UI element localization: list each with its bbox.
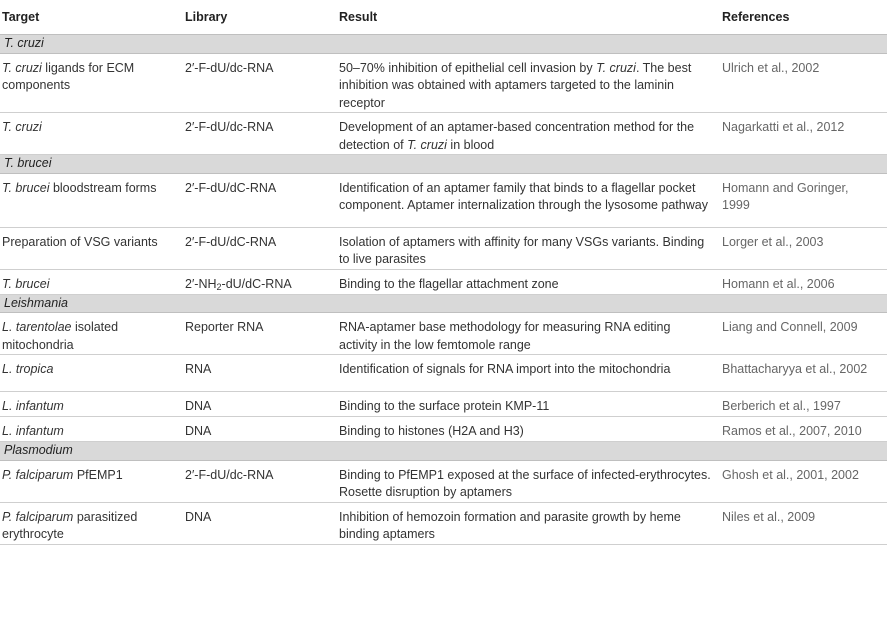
italic-text: T. cruzi <box>2 60 42 75</box>
library-cell: DNA <box>183 502 337 544</box>
section-row <box>0 294 887 313</box>
text: Binding to histones (H2A and H3) <box>339 424 524 438</box>
text: Identification of signals for RNA import into the mitochondria <box>339 362 671 376</box>
library-subscript: 2 <box>216 281 222 292</box>
reference-cell: Homann et al., 2006 <box>720 269 887 294</box>
text: isolated mitochondria <box>2 320 119 352</box>
table-row <box>0 113 887 155</box>
italic-text: L. tropica <box>2 362 54 376</box>
library-cell: Reporter RNA <box>183 313 337 355</box>
reference-cell: Nagarkatti et al., 2012 <box>720 113 887 155</box>
header-library: Library <box>183 0 337 35</box>
target-cell <box>0 502 183 544</box>
text: Identification of an aptamer family that binds to a flagellar pocket component. Aptamer internalization through the lysosome pathway <box>339 180 708 212</box>
reference-cell: Liang and Connell, 2009 <box>720 313 887 355</box>
library-cell: 2′-F-dU/dC-RNA <box>183 227 337 269</box>
section-row <box>0 442 887 461</box>
section-row <box>0 35 887 54</box>
table-row <box>0 460 887 502</box>
italic-text: L. infantum <box>2 399 64 413</box>
italic-text: T. brucei <box>2 180 50 195</box>
result-cell <box>337 173 720 227</box>
reference-cell: Ulrich et al., 2002 <box>720 53 887 113</box>
target-cell <box>0 53 183 113</box>
table-row <box>0 502 887 544</box>
table-row <box>0 53 887 113</box>
table-body <box>0 35 887 545</box>
section-title: Plasmodium <box>0 442 887 461</box>
result-cell <box>337 355 720 392</box>
reference-cell: Homann and Goringer, 1999 <box>720 173 887 227</box>
text: Binding to PfEMP1 exposed at the surface of infected-erythrocytes. Rosette disruption by aptamers <box>339 467 711 499</box>
result-cell <box>337 502 720 544</box>
target-cell <box>0 113 183 155</box>
target-cell <box>0 355 183 392</box>
italic-text: L. tarentolae <box>2 320 72 334</box>
header-target: Target <box>0 0 183 35</box>
result-cell <box>337 313 720 355</box>
library-cell: 2′-F-dU/dc-RNA <box>183 53 337 113</box>
text: RNA-aptamer base methodology for measuring RNA editing activity in the low femtomole range <box>339 320 671 352</box>
result-cell <box>337 227 720 269</box>
section-title: T. cruzi <box>0 35 887 54</box>
text: Preparation of VSG variants <box>2 234 158 249</box>
italic-text: T. cruzi <box>2 120 42 134</box>
italic-text: P. falciparum <box>2 467 74 482</box>
target-cell <box>0 173 183 227</box>
target-cell <box>0 392 183 417</box>
table-row <box>0 417 887 442</box>
text: Isolation of aptamers with affinity for many VSGs variants. Binding to live parasites <box>339 234 705 266</box>
reference-cell: Ramos et al., 2007, 2010 <box>720 417 887 442</box>
text: in blood <box>446 137 495 152</box>
target-cell <box>0 313 183 355</box>
target-cell <box>0 417 183 442</box>
result-cell <box>337 392 720 417</box>
target-cell <box>0 460 183 502</box>
text: Binding to the surface protein KMP-11 <box>339 399 550 413</box>
text: Inhibition of hemozoin formation and parasite growth by heme binding aptamers <box>339 509 681 541</box>
library-cell: DNA <box>183 392 337 417</box>
italic-text: L. infantum <box>2 424 64 438</box>
italic-text: T. cruzi <box>596 60 636 75</box>
text: PfEMP1 <box>73 467 123 482</box>
reference-cell: Niles et al., 2009 <box>720 502 887 544</box>
target-cell <box>0 227 183 269</box>
table-row <box>0 173 887 227</box>
italic-text: T. brucei <box>2 276 50 291</box>
header-references: References <box>720 0 887 35</box>
library-cell: 2′-F-dU/dc-RNA <box>183 460 337 502</box>
table-row <box>0 355 887 392</box>
table-row <box>0 313 887 355</box>
library-cell: 2′-F-dU/dc-RNA <box>183 113 337 155</box>
result-cell <box>337 53 720 113</box>
text: bloodstream forms <box>49 180 157 195</box>
text: ligands for ECM components <box>2 60 135 92</box>
reference-cell: Berberich et al., 1997 <box>720 392 887 417</box>
text: . The best inhibition was obtained with aptamers targeted to the laminin receptor <box>339 60 692 110</box>
library-cell: DNA <box>183 417 337 442</box>
table-row <box>0 392 887 417</box>
section-title: T. brucei <box>0 155 887 174</box>
reference-cell: Bhattacharyya et al., 2002 <box>720 355 887 392</box>
italic-text: P. falciparum <box>2 509 74 524</box>
header-result: Result <box>337 0 720 35</box>
text: parasitized erythrocyte <box>2 509 138 541</box>
result-cell <box>337 460 720 502</box>
result-cell <box>337 417 720 442</box>
text: Binding to the flagellar attachment zone <box>339 276 559 291</box>
italic-text: T. cruzi <box>407 137 447 152</box>
text: Development of an aptamer-based concentration method for the detection of <box>339 120 695 152</box>
reference-cell: Lorger et al., 2003 <box>720 227 887 269</box>
target-cell <box>0 269 183 294</box>
result-cell <box>337 269 720 294</box>
reference-cell: Ghosh et al., 2001, 2002 <box>720 460 887 502</box>
result-cell <box>337 113 720 155</box>
section-row <box>0 155 887 174</box>
header-row <box>0 0 887 35</box>
text: 50–70% inhibition of epithelial cell invasion by <box>339 60 597 75</box>
section-title: Leishmania <box>0 294 887 313</box>
library-cell: RNA <box>183 355 337 392</box>
library-cell: 2′-F-dU/dC-RNA <box>183 173 337 227</box>
library-cell: $2'-NH_2-dU/dC$-RNA <box>183 269 337 294</box>
table-row <box>0 269 887 294</box>
table-row <box>0 227 887 269</box>
